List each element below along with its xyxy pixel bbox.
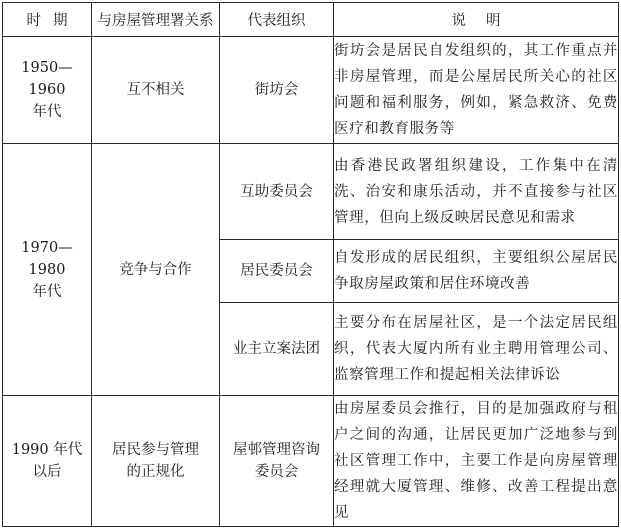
org-cell bbox=[220, 303, 334, 396]
relation-cell bbox=[92, 144, 220, 396]
period-line: 年代 bbox=[32, 104, 62, 120]
desc-cell: 主要分布在居屋社区，是一个法定居民组织，代表大厦内所有业主聘用管理公司、监察管理工作和提起相关法律诉讼 bbox=[334, 303, 619, 396]
relation-line: 的正规化 bbox=[126, 464, 185, 480]
header-org: 代表组织 bbox=[220, 3, 334, 37]
period-cell bbox=[3, 396, 92, 527]
org-cell bbox=[220, 144, 334, 240]
org-line: 居民委员会 bbox=[240, 263, 313, 279]
desc-cell: 由房屋委员会推行，目的是加强政府与租户之间的沟通，让居民更加广泛地参与到社区管理工作中，主要工作是向房屋管理经理就大厦管理、维修、改善工程提出意见 bbox=[334, 396, 619, 527]
community-organizations-table bbox=[2, 2, 619, 527]
desc-cell: 由香港民政署组织建设，工作集中在清洗、治安和康乐活动，并不直接参与社区管理，但向上级反映居民意见和需求 bbox=[334, 144, 619, 240]
header-desc: 说明 bbox=[334, 3, 619, 37]
header-period: 时期 bbox=[3, 3, 92, 37]
table-row bbox=[3, 144, 619, 240]
org-line: 街坊会 bbox=[254, 82, 299, 98]
period-line: 以后 bbox=[32, 464, 62, 480]
table-header-row bbox=[3, 3, 619, 37]
relation-line: 竞争与合作 bbox=[119, 261, 192, 278]
period-line: 1970—1980 bbox=[21, 239, 73, 278]
relation-line: 互不相关 bbox=[126, 82, 185, 98]
org-cell bbox=[220, 396, 334, 527]
period-line: 1990 年代 bbox=[11, 442, 83, 458]
org-line: 业主立案法团 bbox=[233, 341, 320, 357]
relation-line: 居民参与管理 bbox=[112, 442, 199, 458]
relation-cell bbox=[92, 37, 220, 144]
period-cell bbox=[3, 144, 92, 396]
org-line: 委员会 bbox=[254, 464, 299, 480]
desc-cell: 街坊会是居民自发组织的，其工作重点并非房屋管理，而是公屋居民所关心的社区问题和福利服务，例如，紧急救济、免费医疗和教育服务等 bbox=[334, 37, 619, 144]
table-row bbox=[3, 37, 619, 144]
org-line: 屋邨管理咨询 bbox=[233, 442, 320, 458]
period-cell bbox=[3, 37, 92, 144]
org-line: 互助委员会 bbox=[240, 183, 313, 200]
org-cell bbox=[220, 37, 334, 144]
table-row bbox=[3, 396, 619, 527]
header-relation: 与房屋管理署关系 bbox=[92, 3, 220, 37]
relation-cell bbox=[92, 396, 220, 527]
period-line: 年代 bbox=[32, 283, 62, 300]
period-line: 1950—1960 bbox=[21, 60, 73, 98]
org-cell bbox=[220, 240, 334, 303]
desc-cell: 自发形成的居民组织，主要组织公屋居民争取房屋政策和居住环境改善 bbox=[334, 240, 619, 303]
